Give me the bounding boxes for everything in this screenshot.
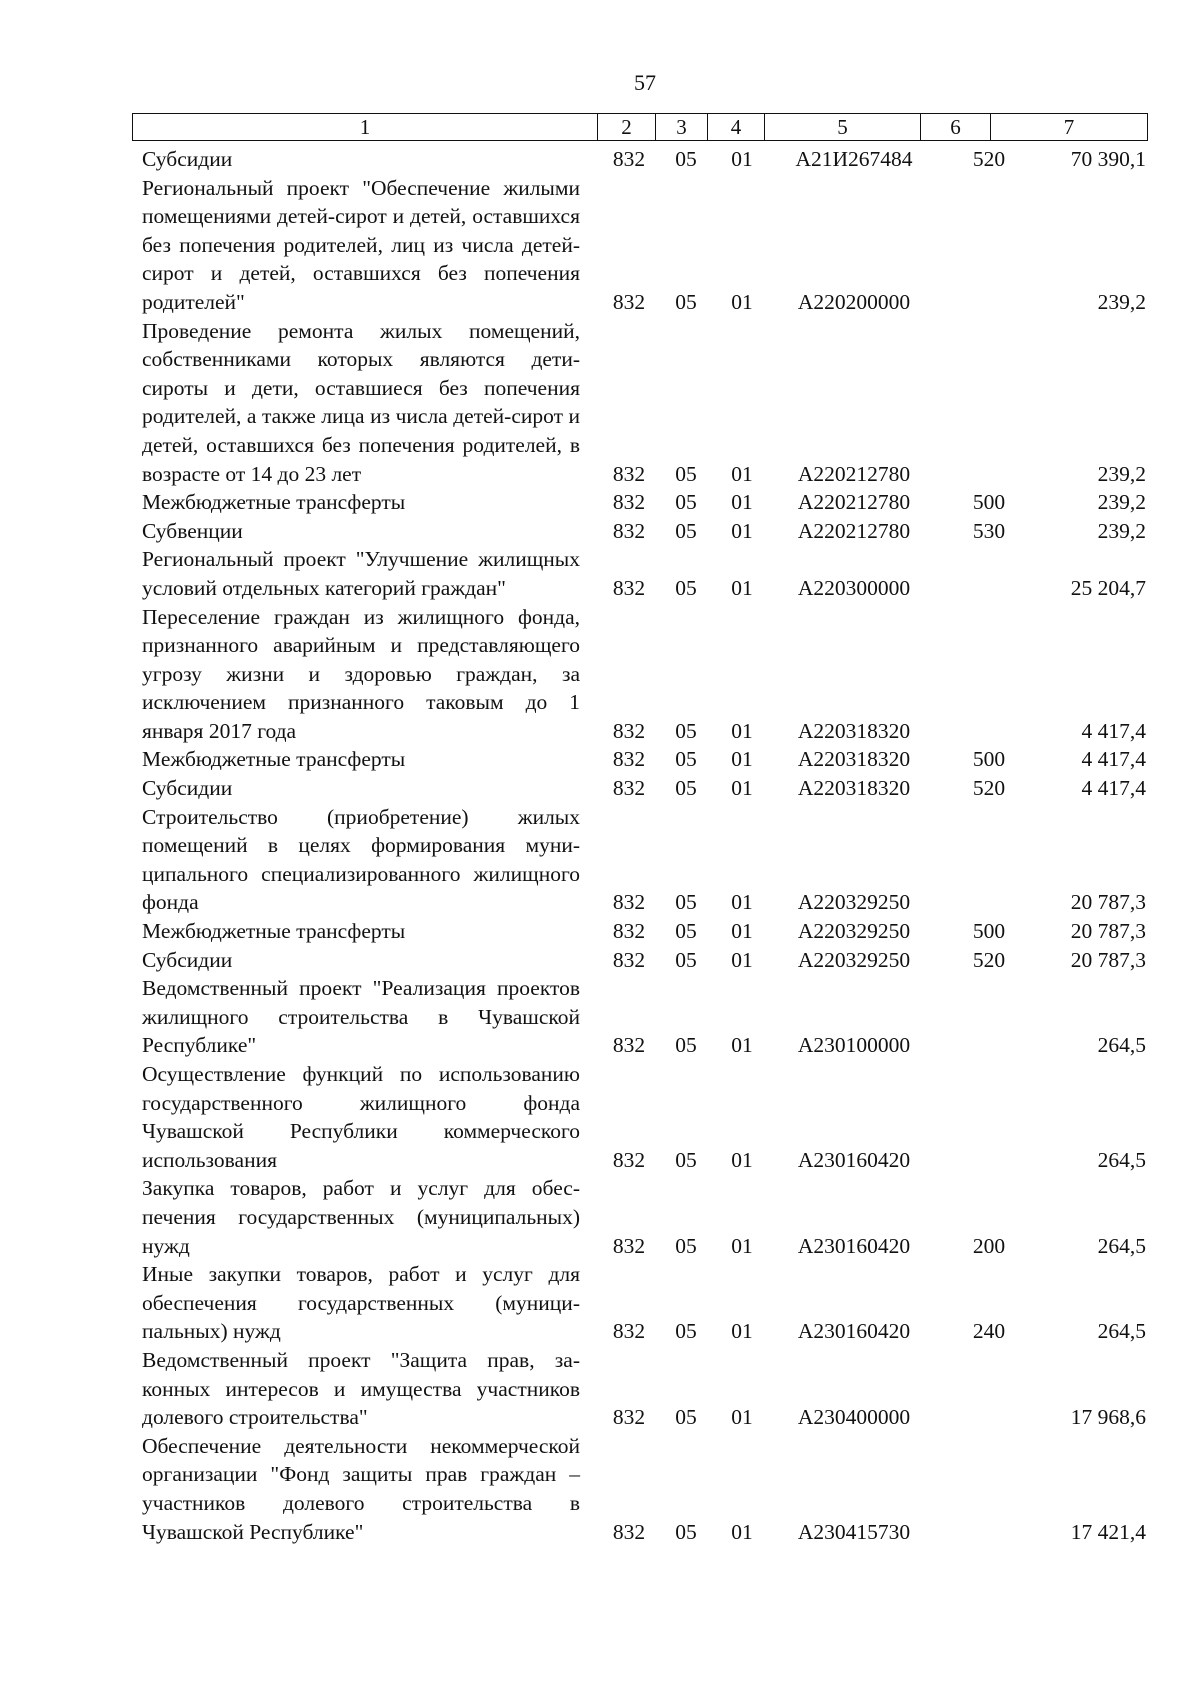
table-row	[142, 1432, 1152, 1546]
cell-subsection: 01	[731, 147, 753, 171]
row-name: Региональный проект "Улучшение жилищных условий отдельных категорий граждан"	[142, 547, 580, 600]
cell-section: 05	[675, 289, 697, 314]
cell-subsection: 01	[731, 1147, 753, 1172]
cell-ministry-code: 832	[612, 289, 646, 314]
cell-amount: 264,5	[1097, 1033, 1146, 1058]
cell-section: 05	[675, 147, 697, 171]
table-row	[142, 1260, 1152, 1346]
header-col-1: 1	[133, 114, 598, 141]
cell-target-article: А220212780	[797, 518, 911, 543]
row-name: Иные закупки товаров, работ и услуг для обеспечения государственных (муниципальных) нужд	[142, 1262, 580, 1344]
header-col-3: 3	[656, 114, 708, 141]
cell-target-article: А220329250	[797, 890, 911, 915]
cell-expense-type: 500	[972, 490, 1006, 515]
cell-target-article: А21И267484	[795, 147, 913, 171]
cell-target-article: А220212780	[797, 490, 911, 515]
cell-subsection: 01	[731, 1319, 753, 1344]
cell-amount: 239,2	[1097, 518, 1146, 543]
cell-ministry-code: 832	[612, 575, 646, 600]
header-col-6: 6	[921, 114, 991, 141]
cell-section: 05	[675, 575, 697, 600]
cell-target-article: А220212780	[797, 461, 911, 486]
cell-subsection: 01	[731, 919, 753, 944]
row-name: Закупка товаров, работ и услуг для обеспечения государственных (муниципальных) нужд	[142, 1176, 580, 1258]
header-col-7: 7	[991, 114, 1148, 141]
cell-amount: 25 204,7	[1070, 575, 1146, 600]
cell-expense-type: 520	[972, 947, 1006, 972]
cell-section: 05	[675, 461, 697, 486]
cell-amount: 4 417,4	[1081, 718, 1146, 743]
cell-ministry-code: 832	[612, 718, 646, 743]
cell-target-article: А220200000	[797, 289, 911, 314]
table-row	[142, 174, 1152, 317]
table-row	[142, 603, 1152, 746]
cell-target-article: А230160420	[797, 1319, 911, 1344]
cell-ministry-code: 832	[612, 747, 646, 772]
table-row	[142, 946, 1152, 975]
row-name: Субсидии	[142, 947, 233, 972]
cell-subsection: 01	[731, 1033, 753, 1058]
cell-section: 05	[675, 518, 697, 543]
row-name: Переселение граждан из жилищного фонда, признанного аварийным и представляющего угрозу жизни и здоровью граждан, за исключением признанного таковым до 1 января 2017 года	[142, 604, 580, 743]
cell-amount: 264,5	[1097, 1319, 1146, 1344]
cell-amount: 20 787,3	[1070, 947, 1146, 972]
cell-subsection: 01	[731, 575, 753, 600]
cell-subsection: 01	[731, 718, 753, 743]
cell-ministry-code: 832	[612, 147, 646, 171]
cell-subsection: 01	[731, 1519, 753, 1544]
cell-amount: 20 787,3	[1070, 919, 1146, 944]
header-col-5: 5	[765, 114, 921, 141]
cell-expense-type: 200	[972, 1233, 1006, 1258]
cell-amount: 239,2	[1097, 461, 1146, 486]
cell-ministry-code: 832	[612, 890, 646, 915]
cell-section: 05	[675, 890, 697, 915]
budget-table-body	[142, 145, 1152, 1546]
cell-amount: 17 421,4	[1070, 1519, 1146, 1544]
cell-ministry-code: 832	[612, 919, 646, 944]
cell-expense-type: 500	[972, 747, 1006, 772]
cell-target-article: А230160420	[797, 1147, 911, 1172]
cell-subsection: 01	[731, 289, 753, 314]
row-name: Межбюджетные трансферты	[142, 747, 406, 772]
header-row	[133, 114, 1148, 141]
row-name: Ведомственный проект "Защита прав, законных интересов и имущества участников долевого строительства"	[142, 1347, 580, 1430]
cell-target-article: А220318320	[797, 747, 911, 772]
table-row	[142, 917, 1152, 946]
cell-amount: 239,2	[1097, 490, 1146, 515]
cell-section: 05	[675, 490, 697, 515]
table-row	[142, 517, 1152, 546]
table-row	[142, 545, 1152, 602]
cell-target-article: А230415730	[797, 1519, 911, 1544]
row-name: Осуществление функций по использованию государственного жилищного фонда Чувашской Республики коммерческого использования	[142, 1062, 580, 1172]
cell-amount: 4 417,4	[1081, 776, 1146, 801]
cell-section: 05	[675, 1233, 697, 1258]
cell-expense-type: 530	[972, 518, 1006, 543]
cell-amount: 239,2	[1097, 289, 1146, 314]
cell-ministry-code: 832	[612, 518, 646, 543]
row-name: Региональный проект "Обеспечение жилыми помещениями детей-сирот и детей, оставшихся без попечения родителей, лиц из числа детей-сирот и детей, оставшихся без попечения родителей"	[142, 175, 580, 314]
row-name: Субвенции	[142, 518, 243, 543]
cell-expense-type: 520	[972, 147, 1006, 171]
cell-ministry-code: 832	[612, 1033, 646, 1058]
cell-expense-type: 500	[972, 919, 1006, 944]
cell-amount: 264,5	[1097, 1147, 1146, 1172]
row-name: Межбюджетные трансферты	[142, 490, 406, 515]
table-row	[142, 317, 1152, 489]
cell-target-article: А220329250	[797, 947, 911, 972]
cell-subsection: 01	[731, 1233, 753, 1258]
cell-ministry-code: 832	[612, 1319, 646, 1344]
cell-expense-type: 240	[972, 1319, 1006, 1344]
column-number-header	[132, 113, 1148, 141]
cell-section: 05	[675, 747, 697, 772]
cell-section: 05	[675, 1405, 697, 1430]
cell-section: 05	[675, 947, 697, 972]
cell-ministry-code: 832	[612, 1147, 646, 1172]
header-col-4: 4	[708, 114, 765, 141]
cell-ministry-code: 832	[612, 947, 646, 972]
cell-section: 05	[675, 1519, 697, 1544]
cell-section: 05	[675, 718, 697, 743]
cell-section: 05	[675, 1319, 697, 1344]
cell-subsection: 01	[731, 490, 753, 515]
table-row	[142, 488, 1152, 517]
header-col-2: 2	[598, 114, 656, 141]
cell-target-article: А220318320	[797, 776, 911, 801]
cell-ministry-code: 832	[612, 490, 646, 515]
cell-section: 05	[675, 776, 697, 801]
page-number: 57	[634, 70, 656, 95]
cell-target-article: А220329250	[797, 919, 911, 944]
row-name: Строительство (приобретение) жилых помещений в целях формирования муниципального специализированного жилищного фонда	[142, 804, 580, 915]
cell-ministry-code: 832	[612, 461, 646, 486]
table-row	[142, 803, 1152, 917]
cell-section: 05	[675, 919, 697, 944]
cell-subsection: 01	[731, 747, 753, 772]
cell-amount: 17 968,6	[1070, 1405, 1146, 1430]
cell-expense-type: 520	[972, 776, 1006, 801]
cell-ministry-code: 832	[612, 1519, 646, 1544]
cell-amount: 20 787,3	[1070, 890, 1146, 915]
row-name: Субсидии	[142, 147, 233, 171]
cell-subsection: 01	[731, 776, 753, 801]
cell-target-article: А230400000	[797, 1405, 911, 1430]
row-name: Ведомственный проект "Реализация проектов жилищного строительства в Чувашской Республике"	[142, 976, 580, 1058]
row-name: Субсидии	[142, 776, 233, 801]
table-row	[142, 774, 1152, 803]
cell-subsection: 01	[731, 890, 753, 915]
row-name: Обеспечение деятельности некоммерческой организации "Фонд защиты прав граждан – участников долевого строительства в Чувашской Республике"	[142, 1433, 580, 1544]
table-row	[142, 1060, 1152, 1174]
cell-ministry-code: 832	[612, 1233, 646, 1258]
cell-ministry-code: 832	[612, 776, 646, 801]
cell-subsection: 01	[731, 1405, 753, 1430]
row-name: Проведение ремонта жилых помещений, собственниками которых являются дети-сироты и дети, оставшиеся без попечения родителей, а также лица из числа детей-сирот и детей, оставшихся без попечения родителей, в возрасте от 14 до 23 лет	[142, 318, 580, 486]
cell-amount: 4 417,4	[1081, 747, 1146, 772]
cell-target-article: А220318320	[797, 718, 911, 743]
cell-section: 05	[675, 1147, 697, 1172]
table-row	[142, 1346, 1152, 1432]
cell-subsection: 01	[731, 461, 753, 486]
cell-target-article: А220300000	[797, 575, 911, 600]
table-row	[142, 745, 1152, 774]
cell-section: 05	[675, 1033, 697, 1058]
cell-ministry-code: 832	[612, 1405, 646, 1430]
cell-amount: 264,5	[1097, 1233, 1146, 1258]
cell-amount: 70 390,1	[1070, 147, 1146, 171]
table-row	[142, 145, 1152, 174]
row-name: Межбюджетные трансферты	[142, 919, 406, 944]
table-row	[142, 1174, 1152, 1260]
cell-subsection: 01	[731, 947, 753, 972]
table-row	[142, 974, 1152, 1060]
cell-target-article: А230100000	[797, 1033, 911, 1058]
cell-subsection: 01	[731, 518, 753, 543]
cell-target-article: А230160420	[797, 1233, 911, 1258]
